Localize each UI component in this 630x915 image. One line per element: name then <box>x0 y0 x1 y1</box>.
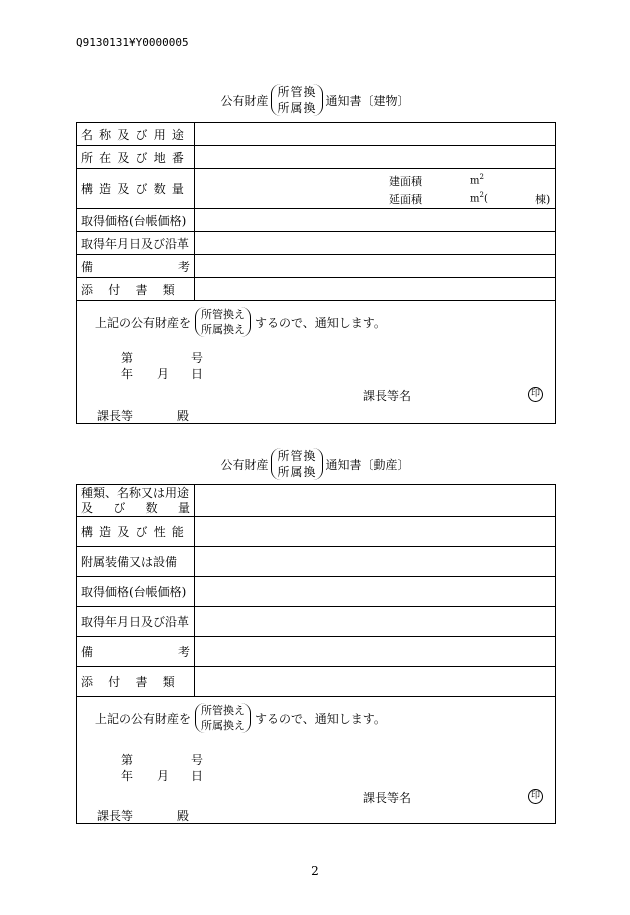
floor-area-unit: $m^2$( <box>470 191 488 205</box>
row-attachments <box>77 278 555 301</box>
value-remarks[interactable] <box>195 637 555 666</box>
number-go: 号 <box>191 351 204 365</box>
row-structure <box>77 169 555 209</box>
option-upper: 所管換 <box>277 85 317 99</box>
number-dai: 第 <box>121 351 134 365</box>
number-go: 号 <box>191 753 204 767</box>
option-lower: 所属換 <box>277 101 317 115</box>
label-location: 所 在 及 び 地 番 <box>77 146 195 168</box>
value-equipment[interactable] <box>195 547 555 576</box>
sender-name: 課長等名 <box>363 791 412 805</box>
building-form-title <box>0 84 630 116</box>
notice-sentence: 上記の公有財産を 所管換え 所属換え するので、通知します。 <box>95 704 386 732</box>
movable-notice <box>77 697 555 823</box>
recipient: 課長等 <box>97 409 134 423</box>
label-remarks: 備 考 <box>77 255 195 277</box>
label-price: 取得価格(台帳価格) <box>77 209 195 231</box>
row-name-use <box>77 123 555 146</box>
notice-options: 所管換え 所属換え <box>195 307 251 337</box>
movable-form-title <box>0 448 630 480</box>
building-notice <box>77 301 555 423</box>
title-suffix: 通知書〔動産〕 <box>325 457 410 472</box>
honorific: 殿 <box>177 409 190 423</box>
label-remarks: 備 考 <box>77 637 195 666</box>
notice-options: 所管換え 所属換え <box>195 703 251 733</box>
title-prefix: 公有財産 <box>220 93 269 108</box>
option-upper: 所管換 <box>277 449 317 463</box>
recipient: 課長等 <box>97 809 134 823</box>
sender-name: 課長等名 <box>363 389 412 403</box>
title-prefix: 公有財産 <box>220 457 269 472</box>
label-kind-quantity: 種類、名称又は用途 及 び 数 量 <box>77 485 195 516</box>
honorific: 殿 <box>177 809 190 823</box>
notice-sentence: 上記の公有財産を 所管換え 所属換え するので、通知します。 <box>95 308 386 336</box>
option-lower: 所属換 <box>277 465 317 479</box>
transfer-type-options <box>271 84 322 116</box>
value-structure[interactable] <box>195 169 555 208</box>
document-id: Q9130131¥Y0000005 <box>76 36 189 49</box>
value-name-use[interactable] <box>195 123 555 145</box>
label-name-use: 名 称 及 び 用 途 <box>77 123 195 145</box>
value-history[interactable] <box>195 607 555 636</box>
date-month: 月 <box>157 367 170 381</box>
value-kind-quantity[interactable] <box>195 485 555 516</box>
row-history <box>77 232 555 255</box>
value-structure-performance[interactable] <box>195 517 555 546</box>
label-history: 取得年月日及び沿革 <box>77 232 195 254</box>
building-form-table <box>76 122 556 424</box>
value-attachments[interactable] <box>195 278 555 300</box>
row-price <box>77 209 555 232</box>
label-attachments: 添 付 書 類 <box>77 667 195 696</box>
row-remarks <box>77 255 555 278</box>
label-price: 取得価格(台帳価格) <box>77 577 195 606</box>
label-attachments: 添 付 書 類 <box>77 278 195 300</box>
value-history[interactable] <box>195 232 555 254</box>
row-history <box>77 607 555 637</box>
date-day: 日 <box>191 769 204 783</box>
movable-form-table <box>76 484 556 824</box>
building-area-label: 建面積 <box>389 175 422 188</box>
value-price[interactable] <box>195 577 555 606</box>
label-equipment: 附属装備又は設備 <box>77 547 195 576</box>
value-remarks[interactable] <box>195 255 555 277</box>
date-year: 年 <box>121 367 134 381</box>
building-count-unit: 棟) <box>535 193 551 206</box>
number-dai: 第 <box>121 753 134 767</box>
row-price <box>77 577 555 607</box>
title-suffix: 通知書〔建物〕 <box>325 93 410 108</box>
row-equipment <box>77 547 555 577</box>
value-location[interactable] <box>195 146 555 168</box>
label-structure: 構 造 及 び 数 量 <box>77 169 195 208</box>
row-kind-quantity <box>77 485 555 517</box>
date-year: 年 <box>121 769 134 783</box>
seal-icon: 印 <box>528 789 543 804</box>
row-structure-performance <box>77 517 555 547</box>
row-attachments <box>77 667 555 697</box>
label-history: 取得年月日及び沿革 <box>77 607 195 636</box>
value-attachments[interactable] <box>195 667 555 696</box>
floor-area-label: 延面積 <box>389 193 422 206</box>
label-structure-performance: 構 造 及 び 性 能 <box>77 517 195 546</box>
transfer-type-options <box>271 448 322 480</box>
value-price[interactable] <box>195 209 555 231</box>
row-remarks <box>77 637 555 667</box>
seal-icon: 印 <box>528 387 543 402</box>
date-day: 日 <box>191 367 204 381</box>
date-month: 月 <box>157 769 170 783</box>
page-number: 2 <box>311 864 319 878</box>
row-location <box>77 146 555 169</box>
building-area-unit: $m^2$ <box>470 173 484 187</box>
